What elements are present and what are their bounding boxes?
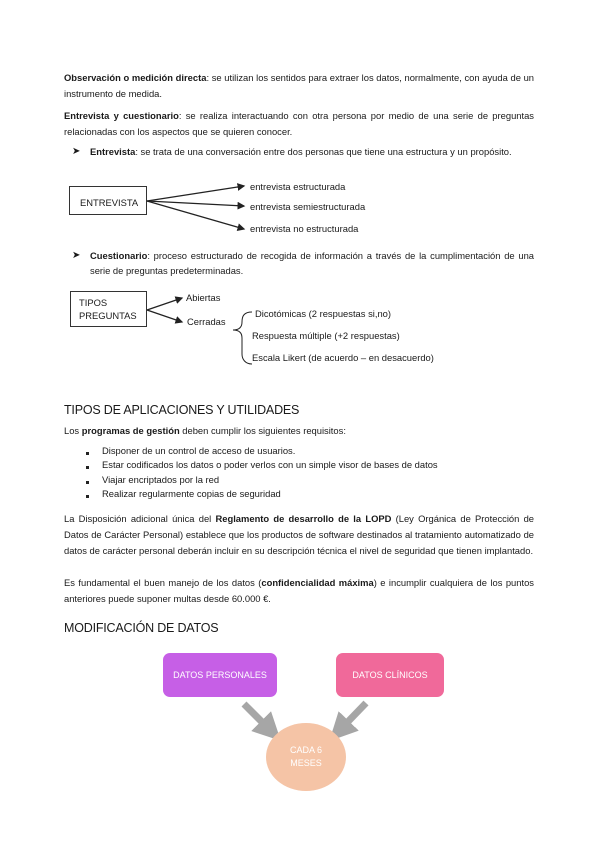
entrevista-arrow (147, 186, 244, 201)
tipos-arrow (147, 310, 182, 322)
paragraph-programas-gestion (64, 423, 534, 439)
entrevista-item: entrevista semiestructurada (250, 201, 366, 212)
tipos-box-line: TIPOS (79, 297, 108, 308)
tipos-box-line: PREGUNTAS (79, 310, 137, 321)
requisito-item: Disponer de un control de acceso de usuarios. (102, 445, 296, 456)
term-lopd: Reglamento de desarrollo de la LOPD (215, 513, 392, 524)
paragraph-lopd (64, 511, 534, 559)
term-cuestionario: Cuestionario (90, 250, 148, 261)
cerradas-item: Respuesta múltiple (+2 respuestas) (252, 330, 400, 341)
requisito-item: Viajar encriptados por la red (102, 474, 220, 485)
arrow-bullet-icon: ➤ (72, 146, 81, 157)
entrevista-item: entrevista estructurada (250, 181, 346, 192)
lopd-post: (Ley Orgánica de Protección de Datos de Carácter Personal) establece que los productos de software destinados al tratamiento automatizado de datos de carácter personal deberán incluir en su descripción técnica el nivel de seguridad que tienen implantado. (64, 513, 534, 556)
term-observacion: Observación o medición directa (64, 72, 207, 83)
term-confidencialidad: confidencialidad máxima (261, 577, 374, 588)
term-entrevista-cuestionario: Entrevista y cuestionario (64, 110, 179, 121)
node-datos-clinicos (336, 653, 444, 697)
text-entrevista: : se trata de una conversación entre dos personas que tiene una estructura y un propósito. (135, 146, 512, 157)
cerradas-item: Escala Likert (de acuerdo – en desacuerdo) (252, 352, 434, 363)
arrow-bullet-icon: ➤ (72, 250, 81, 261)
paragraph-fundamental (64, 575, 534, 607)
bullet-square-icon (86, 495, 89, 498)
fund-post: ) e incumplir cualquiera de los puntos anteriores puede suponer multas desde 60.000 €. (64, 577, 534, 604)
requisito-item: Estar codificados los datos o poder verlos con un simple visor de bases de datos (102, 459, 438, 470)
curly-brace-icon (233, 312, 252, 364)
term-programas-gestion: programas de gestión (81, 425, 180, 436)
bullet-square-icon (86, 481, 89, 484)
entrevista-box-label: ENTREVISTA (80, 197, 139, 208)
entrevista-item: entrevista no estructurada (250, 223, 359, 234)
node-datos-clinicos-label: DATOS CLÍNICOS (352, 670, 428, 680)
heading-modificacion-datos: MODIFICACIÓN DE DATOS (64, 621, 219, 635)
fund-pre: Es fundamental el buen manejo de los datos ( (64, 577, 262, 588)
arrow-clinicos (338, 703, 366, 732)
node-datos-personales-label: DATOS PERSONALES (173, 670, 267, 680)
term-entrevista: Entrevista (90, 146, 136, 157)
text-observacion: : se utilizan los sentidos para extraer los datos, normalmente, con ayuda de un instrumento de medida. (64, 72, 535, 99)
text-entrevista-cuestionario: : se realiza interactuando con otra persona por medio de una serie de preguntas relacionadas con los aspectos que se quieren conocer. (64, 110, 534, 137)
tipos-arrow (147, 298, 182, 310)
intro-pre: Los (64, 425, 82, 436)
heading-tipos-aplicaciones: TIPOS DE APLICACIONES Y UTILIDADES (64, 403, 300, 417)
requisito-item: Realizar regularmente copias de seguridad (102, 488, 281, 499)
node-cada-label: CADA 6 (289, 745, 322, 755)
label-abiertas: Abiertas (186, 292, 221, 303)
bullet-square-icon (86, 452, 89, 455)
cerradas-item: Dicotómicas (2 respuestas si,no) (255, 308, 391, 319)
node-datos-personales (163, 653, 277, 697)
label-cerradas: Cerradas (187, 316, 226, 327)
node-cada-6-meses (266, 723, 346, 791)
lopd-pre: La Disposición adicional única del (64, 513, 216, 524)
arrow-personales (244, 704, 272, 732)
bullet-square-icon (86, 466, 89, 469)
text-cuestionario: : proceso estructurado de recogida de información a través de la cumplimentación de una serie de preguntas predeterminadas. (90, 250, 534, 276)
intro-post: deben cumplir los siguientes requisitos: (179, 425, 346, 436)
node-cada-label: MESES (290, 758, 322, 768)
